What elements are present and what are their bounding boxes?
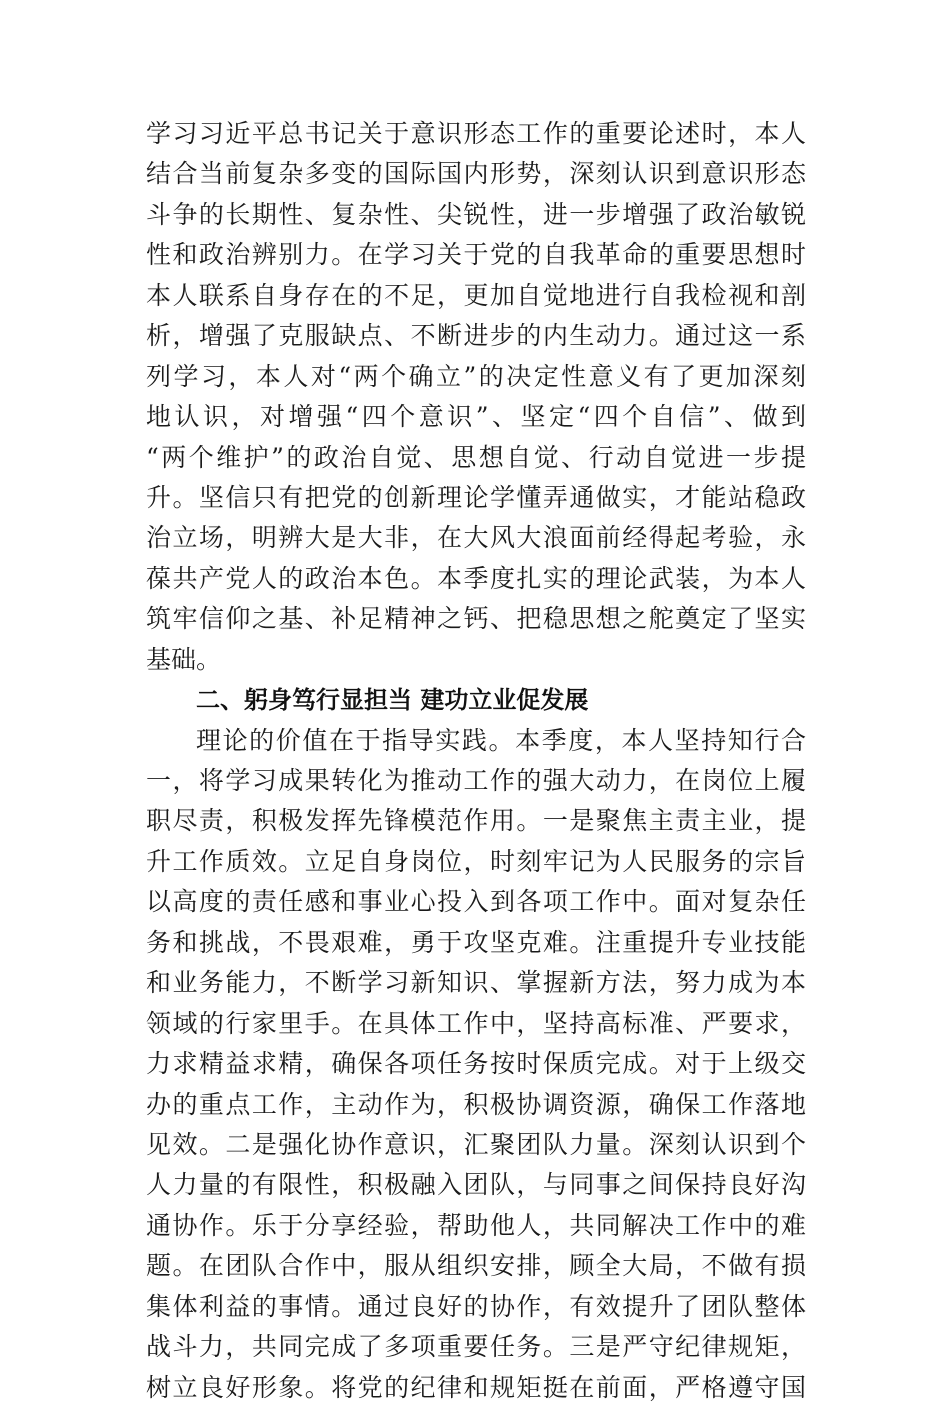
text-line: 务和挑战，不畏艰难，勇于攻坚克难。注重提升专业技能 (146, 927, 806, 957)
text-line: 升。坚信只有把党的创新理论学懂弄通做实，才能站稳政 (146, 482, 806, 512)
text-line: 办的重点工作，主动作为，积极协调资源，确保工作落地 (146, 1089, 806, 1119)
paragraph-1 (146, 114, 806, 680)
text-line: 以高度的责任感和事业心投入到各项工作中。面对复杂任 (146, 887, 806, 917)
text-line: 性和政治辨别力。在学习关于党的自我革命的重要思想时 (146, 240, 806, 270)
text-line: 树立良好形象。将党的纪律和规矩挺在前面，严格遵守国 (146, 1372, 806, 1402)
text-line: 列学习，本人对“两个确立”的决定性意义有了更加深刻 (146, 361, 806, 391)
text-line: 见效。二是强化协作意识，汇聚团队力量。深刻认识到个 (146, 1129, 806, 1159)
text-line: 学习习近平总书记关于意识形态工作的重要论述时，本人 (146, 119, 806, 148)
text-line: 力求精益求精，确保各项任务按时保质完成。对于上级交 (146, 1049, 806, 1079)
text-line: 通协作。乐于分享经验，帮助他人，共同解决工作中的难 (146, 1210, 806, 1240)
text-line: 斗争的长期性、复杂性、尖锐性，进一步增强了政治敏锐 (146, 199, 806, 229)
text-line: 葆共产党人的政治本色。本季度扎实的理论武装，为本人 (146, 563, 806, 593)
text-line: 领域的行家里手。在具体工作中，坚持高标准、严要求， (146, 1008, 806, 1038)
text-line: 治立场，明辨大是大非，在大风大浪面前经得起考验，永 (146, 523, 806, 553)
text-line: 基础。 (146, 644, 222, 674)
text-line: 一，将学习成果转化为推动工作的强大动力，在岗位上履 (146, 766, 806, 795)
text-line: 题。在团队合作中，服从组织安排，顾全大局，不做有损 (146, 1251, 806, 1281)
text-line: 和业务能力，不断学习新知识、掌握新方法，努力成为本 (146, 968, 806, 998)
text-line: 战斗力，共同完成了多项重要任务。三是严守纪律规矩， (146, 1332, 806, 1362)
text-line: 职尽责，积极发挥先锋模范作用。一是聚焦主责主业，提 (146, 806, 806, 836)
document-body (146, 114, 806, 1408)
text-line: 理论的价值在于指导实践。本季度，本人坚持知行合 (196, 725, 806, 755)
text-line: 地认识，对增强“四个意识”、坚定“四个自信”、做到 (146, 402, 806, 432)
text-line: 析，增强了克服缺点、不断进步的内生动力。通过这一系 (146, 321, 806, 351)
text-line: 筑牢信仰之基、补足精神之钙、把稳思想之舵奠定了坚实 (146, 604, 806, 634)
text-line: 结合当前复杂多变的国际国内形势，深刻认识到意识形态 (146, 159, 806, 189)
text-line: “两个维护”的政治自觉、思想自觉、行动自觉进一步提 (146, 442, 806, 472)
text-line: 升工作质效。立足自身岗位，时刻牢记为人民服务的宗旨 (146, 846, 806, 876)
section-heading: 二、躬身笃行显担当 建功立业促发展 (196, 686, 589, 715)
text-line: 集体利益的事情。通过良好的协作，有效提升了团队整体 (146, 1291, 806, 1321)
text-line: 人力量的有限性，积极融入团队，与同事之间保持良好沟 (146, 1170, 806, 1200)
text-line: 本人联系自身存在的不足，更加自觉地进行自我检视和剖 (146, 280, 806, 310)
paragraph-2 (146, 721, 806, 1408)
